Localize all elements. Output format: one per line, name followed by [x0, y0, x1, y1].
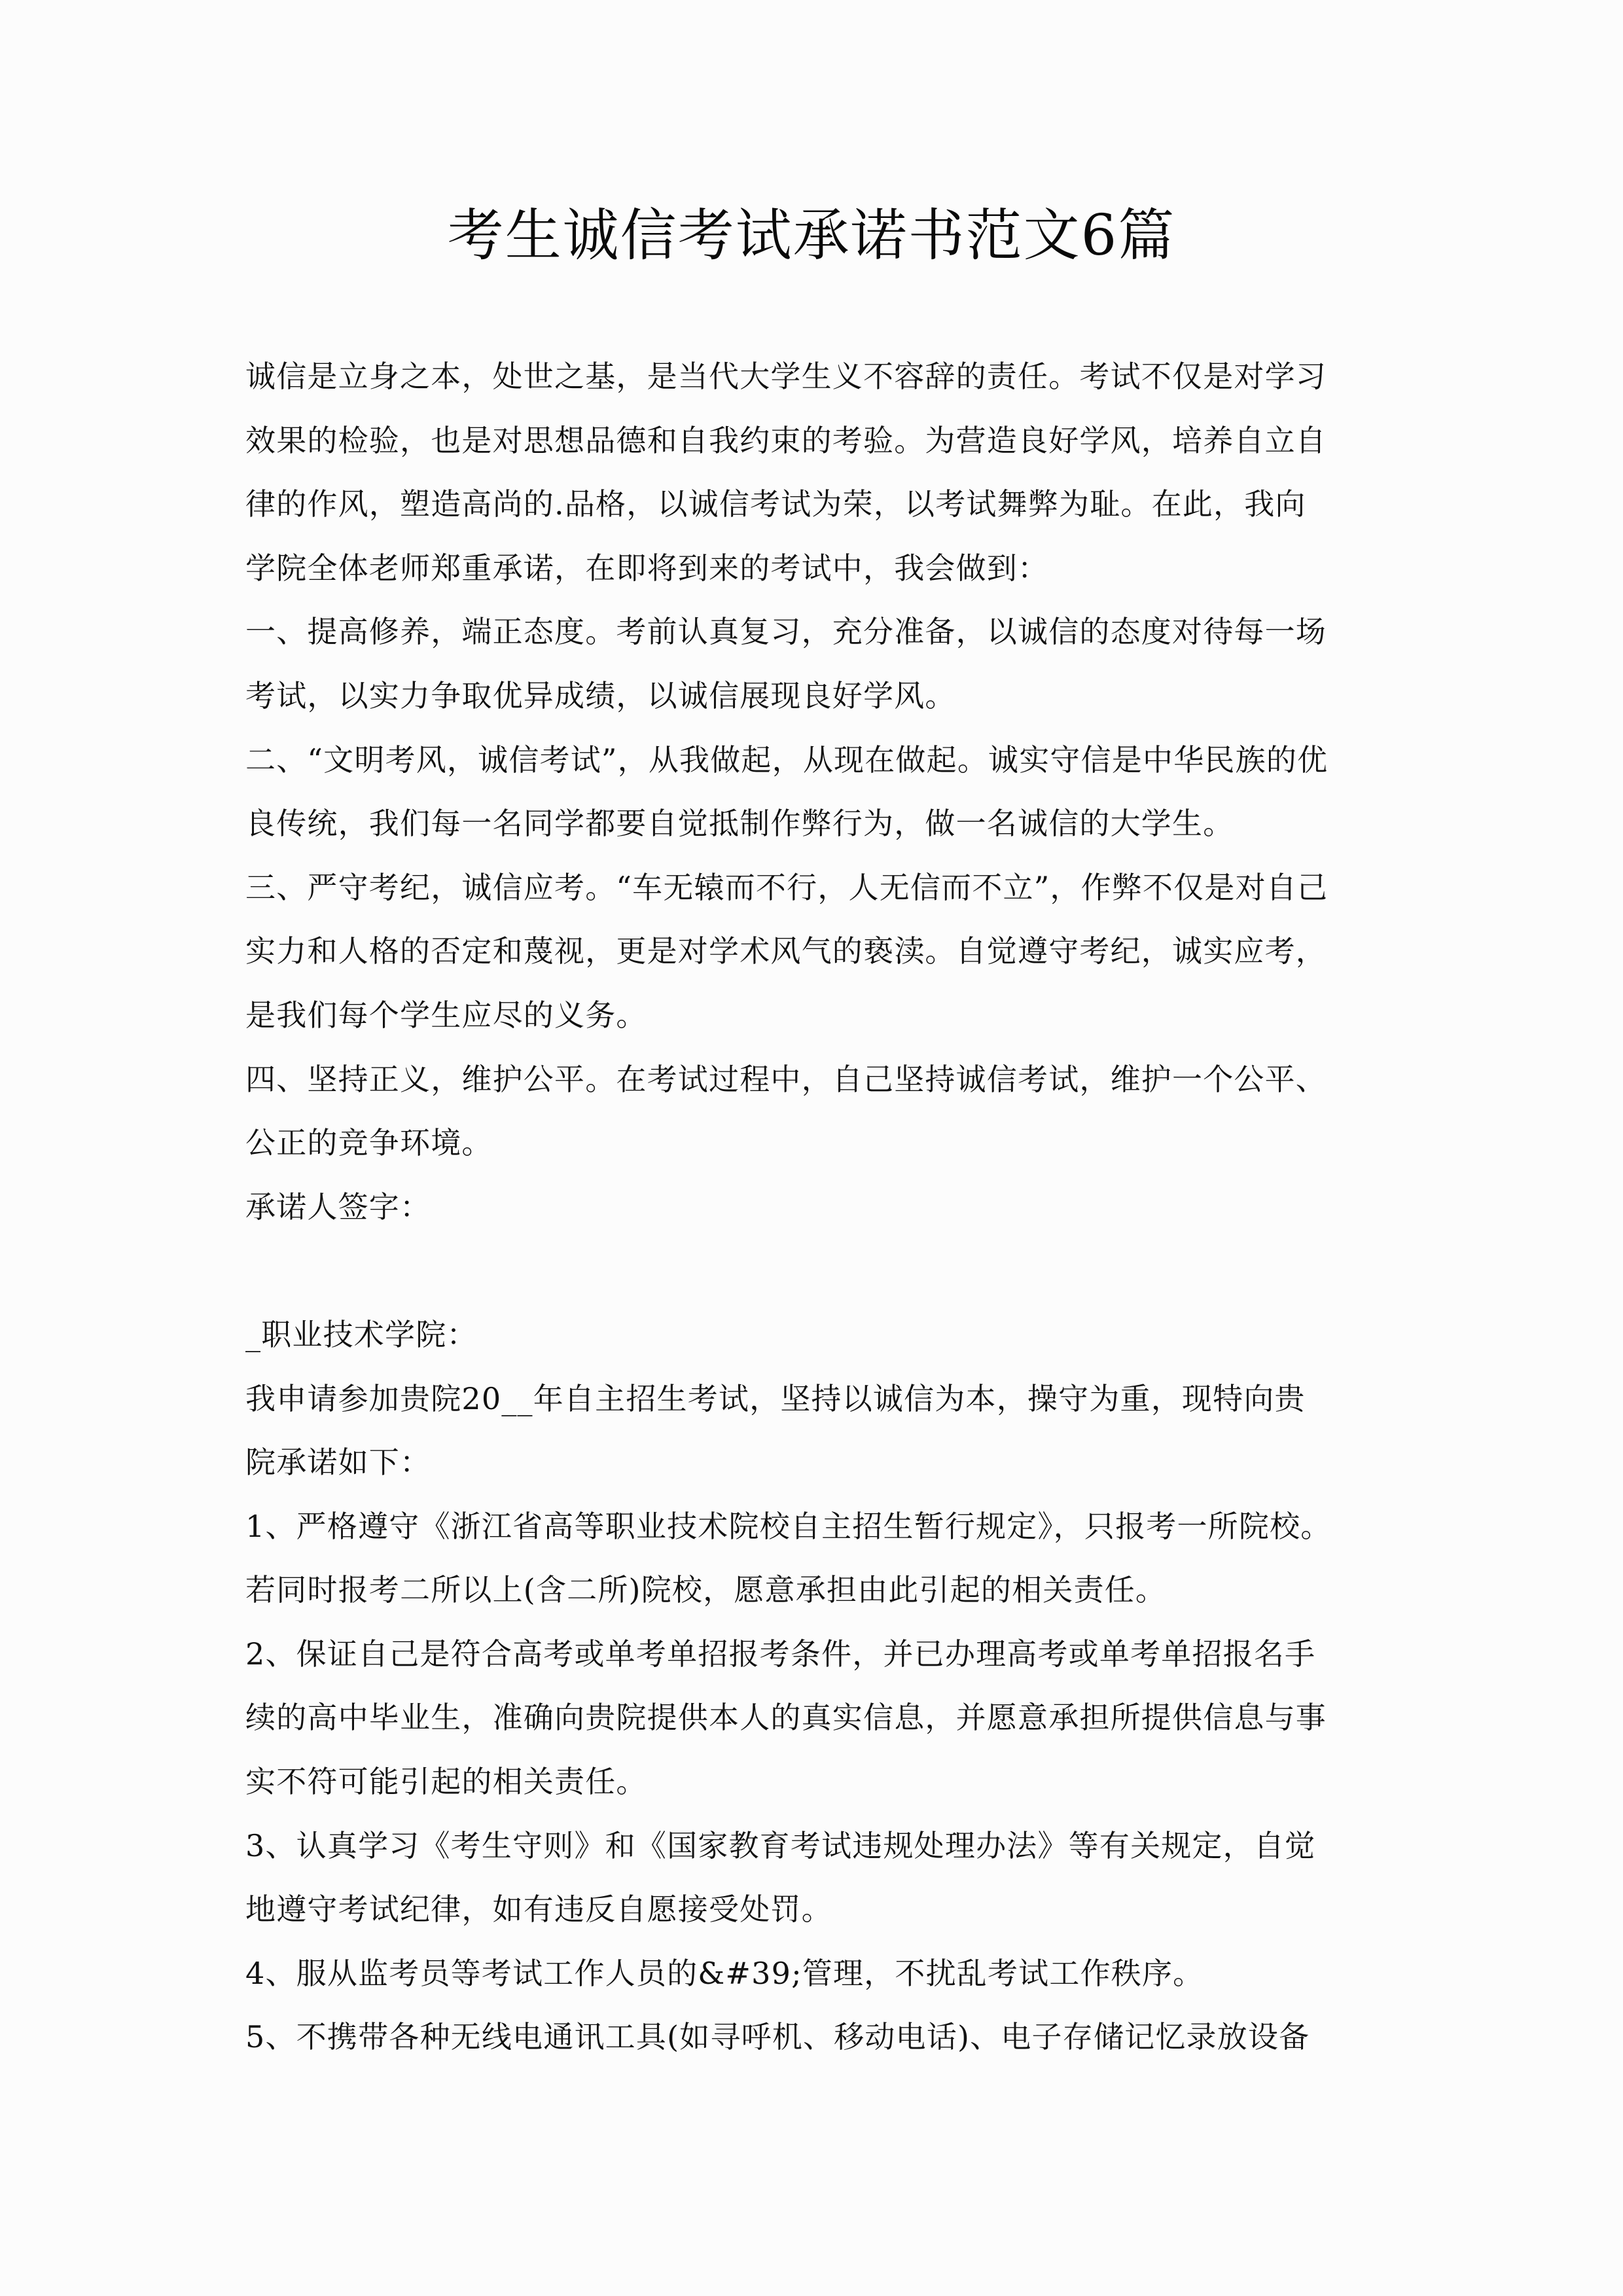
page-title: 考生诚信考试承诺书范文6篇: [447, 203, 1176, 268]
list-item-line: 续的高中毕业生，准确向贵院提供本人的真实信息，并愿意承担所提供信息与事: [245, 1700, 1327, 1736]
list-item-line: 实不符可能引起的相关责任。: [245, 1764, 647, 1800]
list-item-line: 公正的竞争环境。: [245, 1125, 493, 1161]
document-body: [245, 345, 1384, 2070]
list-item-line: 3、认真学习《考生守则》和《国家教育考试违规处理办法》等有关规定，自觉: [245, 1827, 1316, 1863]
list-item-line: 四、坚持正义，维护公平。在考试过程中，自己坚持诚信考试，维护一个公平、: [245, 1061, 1327, 1097]
list-item-line: 4、服从监考员等考试工作人员的&#39;管理，不扰乱考试工作秩序。: [245, 1955, 1204, 1991]
commitment-section-2: [245, 1303, 1384, 2070]
signature-label: 承诺人签字：: [245, 1189, 431, 1225]
list-item-line: 良传统，我们每一名同学都要自觉抵制作弊行为，做一名诚信的大学生。: [245, 806, 1234, 842]
paragraph-line: 学院全体老师郑重承诺，在即将到来的考试中，我会做到：: [245, 550, 1049, 586]
list-item-line: 1、严格遵守《浙江省高等职业技术院校自主招生暂行规定》，只报考一所院校。: [245, 1508, 1332, 1544]
paragraph-line: 效果的检验，也是对思想品德和自我约束的考验。为营造良好学风，培养自立自: [245, 422, 1327, 458]
paragraph-line: 院承诺如下：: [245, 1444, 431, 1480]
list-item-line: 是我们每个学生应尽的义务。: [245, 997, 647, 1033]
section-spacer: [245, 1239, 1384, 1303]
paragraph-line: 我申请参加贵院20__年自主招生考试，坚持以诚信为本，操守为重，现特向贵: [245, 1380, 1306, 1416]
list-item-line: 实力和人格的否定和蔑视，更是对学术风气的亵渎。自觉遵守考纪，诚实应考，: [245, 933, 1327, 969]
list-item-line: 一、提高修养，端正态度。考前认真复习，充分准备，以诚信的态度对待每一场: [245, 614, 1327, 650]
salutation-line: _职业技术学院：: [245, 1316, 478, 1352]
list-item-line: 5、不携带各种无线电通讯工具(如寻呼机、移动电话)、电子存储记忆录放设备: [245, 2019, 1310, 2055]
paragraph-line: 律的作风，塑造高尚的.品格，以诚信考试为荣，以考试舞弊为耻。在此，我向: [245, 486, 1306, 522]
commitment-section-1: [245, 345, 1384, 1239]
paragraph-line: 诚信是立身之本，处世之基，是当代大学生义不容辞的责任。考试不仅是对学习: [245, 359, 1327, 394]
list-item-line: 三、严守考纪，诚信应考。“车无辕而不行，人无信而不立”，作弊不仅是对自己: [245, 869, 1329, 905]
list-item-line: 地遵守考试纪律，如有违反自愿接受处罚。: [245, 1892, 832, 1928]
list-item-line: 二、“文明考风，诚信考试”，从我做起，从现在做起。诚实守信是中华民族的优: [245, 742, 1329, 778]
list-item-line: 2、保证自己是符合高考或单考单招报考条件，并已办理高考或单考单招报名手: [245, 1636, 1316, 1672]
list-item-line: 考试，以实力争取优异成绩，以诚信展现良好学风。: [245, 677, 956, 713]
list-item-line: 若同时报考二所以上(含二所)院校，愿意承担由此引起的相关责任。: [245, 1572, 1167, 1608]
